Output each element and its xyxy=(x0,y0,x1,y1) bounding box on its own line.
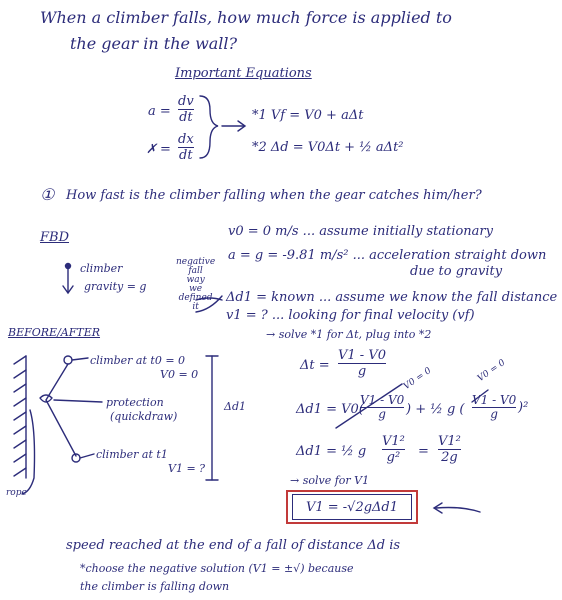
protection-label: protection xyxy=(106,396,164,409)
d1b-lhs: Δd1 = ½ g xyxy=(296,444,367,459)
strike-line-2 xyxy=(472,390,488,402)
climber-t1-label: climber at t1 xyxy=(96,448,168,461)
d1b-num: V1² xyxy=(382,434,405,449)
d1-frac1-num: V1 - V0 xyxy=(360,393,405,407)
conclusion-line3: the climber is falling down xyxy=(80,580,230,593)
delta-d1-label: Δd1 xyxy=(224,400,246,413)
assume-v1: v1 = ? ... looking for final velocity (vf) xyxy=(226,308,475,323)
brace-icon xyxy=(200,96,218,158)
v0-cross-note-2: V0 = 0 xyxy=(475,357,508,385)
dt-num: V1 - V0 xyxy=(338,348,386,363)
eq-x-mark: ✗ xyxy=(146,142,157,157)
d1b-num2: V1² xyxy=(438,434,461,449)
v1-q-label: V1 = ? xyxy=(168,462,206,475)
strike-line xyxy=(336,384,405,428)
section1-question: How fast is the climber falling when the gear catches him/her? xyxy=(66,188,482,203)
solve-v1-label: → solve for V1 xyxy=(290,474,370,487)
climber-t0-icon xyxy=(64,356,72,364)
conclusion-line1: speed reached at the end of a fall of distance Δd is xyxy=(66,538,401,553)
d1b-den: g² xyxy=(386,450,401,465)
climber-t0-label: climber at t0 = 0 xyxy=(90,354,186,367)
fbd-heading: FBD xyxy=(40,230,69,245)
eq-x-num: dx xyxy=(178,132,194,147)
d1-frac1-den: g xyxy=(378,407,386,421)
solve-hint: → solve *1 for Δt, plug into *2 xyxy=(266,328,432,341)
eq-a-num: dv xyxy=(178,94,194,109)
v0-zero-label: V0 = 0 xyxy=(160,368,199,381)
fbd-climber-label: climber xyxy=(80,262,123,275)
d1-end: )² xyxy=(518,400,529,415)
d1-mid: ) + ½ g ( xyxy=(406,402,465,417)
before-after-heading: BEFORE/AFTER xyxy=(8,326,101,339)
rope-tail xyxy=(22,410,35,494)
title-line2: the gear in the wall? xyxy=(70,34,238,53)
quickdraw-label: (quickdraw) xyxy=(110,410,178,423)
assume-v0: v0 = 0 m/s ... assume initially stationary xyxy=(228,224,493,239)
rope-label: rope xyxy=(6,488,27,498)
d1b-den2: 2g xyxy=(441,450,458,465)
eq-x-den: dt xyxy=(179,148,193,163)
dt-lhs: Δt = xyxy=(300,358,330,373)
eq-a-lhs: a = xyxy=(148,104,171,119)
result-arrow xyxy=(436,508,480,513)
title-line1: When a climber falls, how much force is applied to xyxy=(40,8,452,27)
dt-den: g xyxy=(357,364,367,379)
d1-lhs: Δd1 = V0( xyxy=(296,402,364,417)
d1-frac2-den: g xyxy=(490,407,498,421)
assume-accel-cont: due to gravity xyxy=(410,264,503,279)
eq2: *2 Δd = V0Δt + ½ aΔt² xyxy=(252,140,404,155)
v0-cross-note-1: V0 = 0 xyxy=(401,365,434,393)
conclusion-line2: *choose the negative solution (V1 = ±√) because xyxy=(80,562,354,575)
result-formula: V1 = -√2gΔd1 xyxy=(305,499,399,515)
eq1: *1 Vf = V0 + aΔt xyxy=(252,108,364,123)
d1b-eq: = xyxy=(418,444,429,459)
eq-a-den: dt xyxy=(179,110,193,125)
rope-path xyxy=(46,364,76,456)
wall-hatch-icon xyxy=(14,356,26,476)
equations-heading: Important Equations xyxy=(175,66,312,81)
fbd-negative-note: negative fall way we defined it xyxy=(176,257,216,312)
assume-accel: a = g = -9.81 m/s² ... acceleration straight down xyxy=(228,248,547,263)
d1-frac2-num: V1 - V0 xyxy=(472,393,517,407)
assume-d1: Δd1 = known ... assume we know the fall distance xyxy=(226,290,558,305)
eq-x-lhs: = xyxy=(160,142,171,157)
section1-label: ① xyxy=(40,185,55,204)
fbd-gravity-label: gravity = g xyxy=(84,280,147,293)
